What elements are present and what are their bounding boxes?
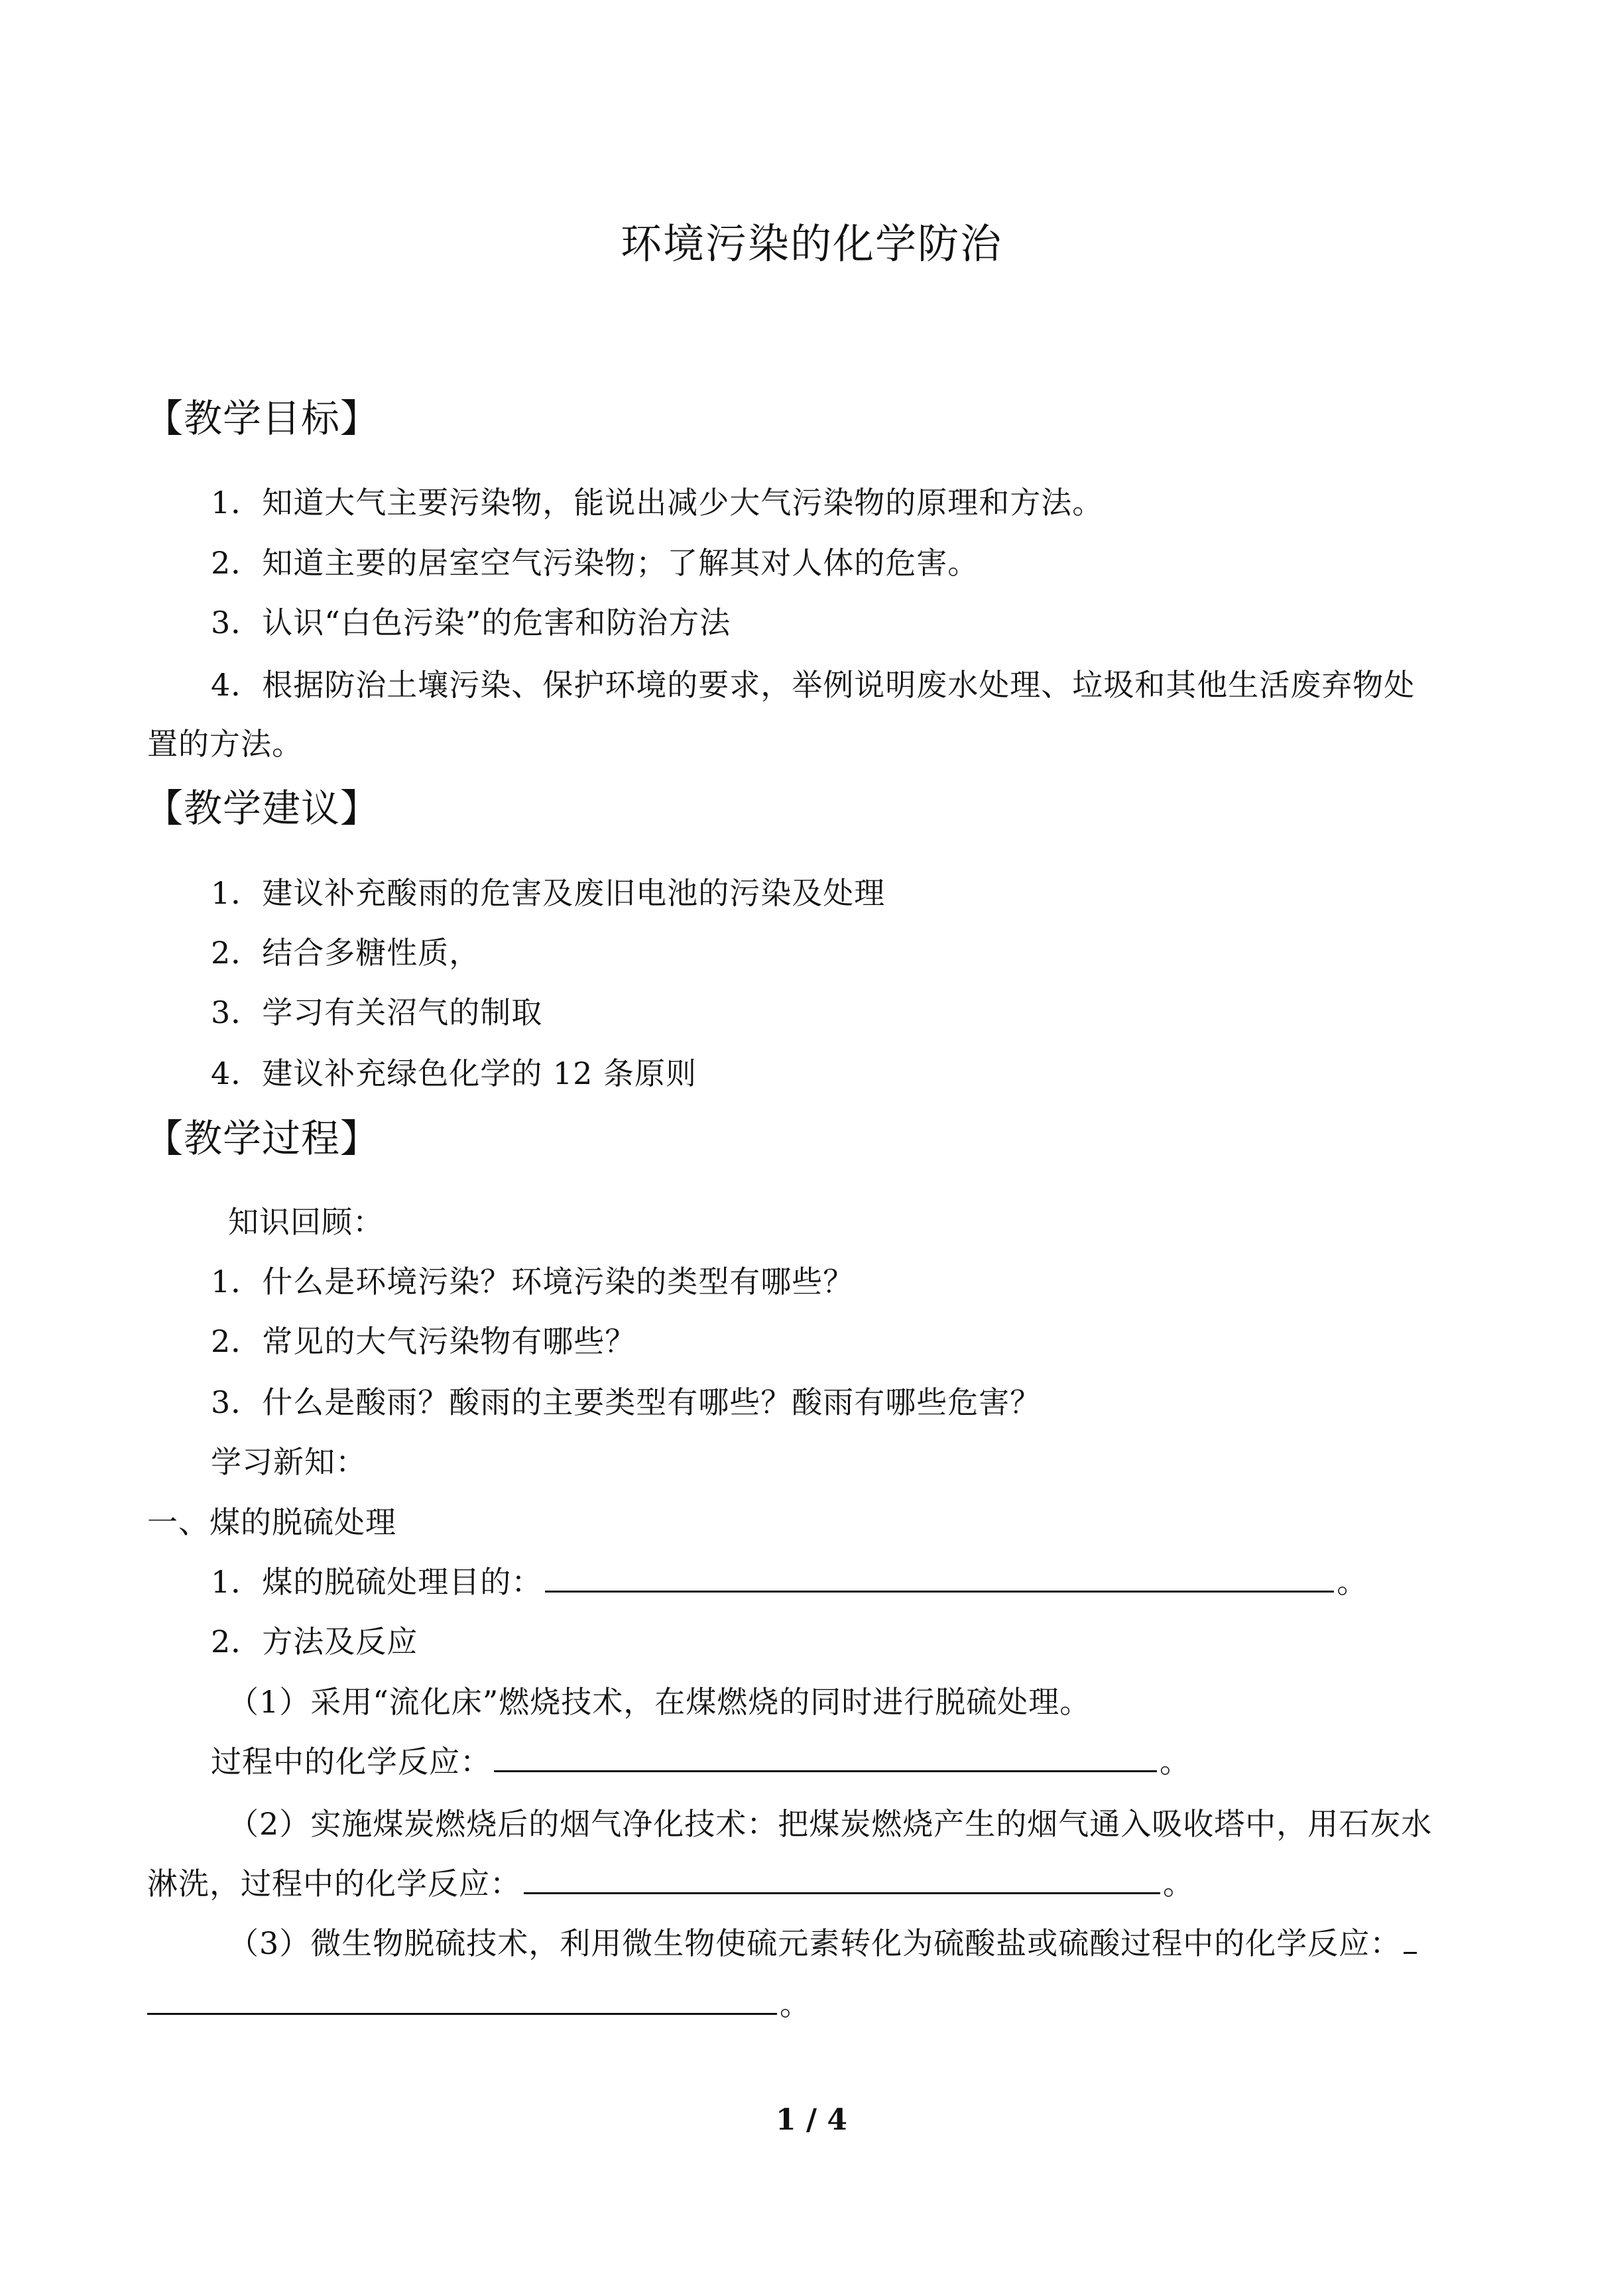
suggestion-item-3: 3．学习有关沼气的制取 — [211, 995, 543, 1030]
suggestion-item-2: 2．结合多糖性质， — [211, 935, 481, 971]
question-purpose-label: 1．煤的脱硫处理目的： — [211, 1564, 543, 1600]
method-2-line-2 — [147, 1860, 1194, 1903]
objective-item-4-continued: 置的方法。 — [147, 726, 303, 762]
page-indicator: 1 / 4 — [776, 2103, 847, 2137]
question-methods: 2．方法及反应 — [211, 1624, 418, 1660]
suggestion-item-4: 4．建议补充绿色化学的 12 条原则 — [211, 1056, 697, 1091]
method-2-reaction-label: 淋洗，过程中的化学反应： — [147, 1866, 521, 1902]
method-3-blank-start[interactable] — [1404, 1923, 1417, 1954]
method-2-reaction-end: 。 — [1163, 1866, 1194, 1902]
method-1-reaction-end: 。 — [1160, 1744, 1191, 1780]
question-purpose-end: 。 — [1337, 1564, 1368, 1600]
question-purpose — [211, 1558, 1368, 1602]
part-title-coal-desulfurization: 一、煤的脱硫处理 — [147, 1504, 396, 1540]
section-heading-process: 【教学过程】 — [145, 1116, 380, 1161]
review-label: 知识回顾： — [228, 1204, 384, 1240]
section-heading-suggestions: 【教学建议】 — [145, 786, 380, 831]
review-item-2: 2．常见的大气污染物有哪些？ — [211, 1323, 636, 1359]
method-3-line-2 — [147, 1980, 811, 2024]
suggestion-item-1: 1．建议补充酸雨的危害及废旧电池的污染及处理 — [211, 875, 886, 911]
method-3-text: （3）微生物脱硫技术，利用微生物使硫元素转化为硫酸盐或硫酸过程中的化学反应： — [228, 1925, 1402, 1961]
new-knowledge-label: 学习新知： — [211, 1444, 367, 1480]
section-heading-objectives: 【教学目标】 — [145, 396, 380, 441]
review-item-3: 3．什么是酸雨？酸雨的主要类型有哪些？酸雨有哪些危害？ — [211, 1384, 1042, 1420]
method-1-reaction-label: 过程中的化学反应： — [211, 1744, 491, 1780]
objective-item-1: 1．知道大气主要污染物，能说出减少大气污染物的原理和方法。 — [211, 485, 1104, 520]
method-2-line-1: （2）实施煤炭燃烧后的烟气净化技术：把煤炭燃烧产生的烟气通入吸收塔中，用石灰水 — [228, 1806, 1433, 1842]
purpose-answer-blank[interactable] — [545, 1561, 1334, 1593]
objective-item-4: 4．根据防治土壤污染、保护环境的要求，举例说明废水处理、垃圾和其他生活废弃物处 — [211, 667, 1415, 703]
method-1-reaction — [211, 1738, 1191, 1782]
document-title: 环境污染的化学防治 — [620, 219, 1002, 268]
method-3-reaction-end: 。 — [780, 1986, 811, 2022]
objective-item-3: 3．认识“白色污染”的危害和防治方法 — [211, 605, 731, 640]
method-1: （1）采用“流化床”燃烧技术，在煤燃烧的同时进行脱硫处理。 — [228, 1684, 1091, 1720]
method-2-reaction-blank[interactable] — [524, 1863, 1160, 1894]
objective-item-2: 2．知道主要的居室空气污染物；了解其对人体的危害。 — [211, 545, 979, 581]
method-1-reaction-blank[interactable] — [494, 1741, 1157, 1772]
method-3-line-1 — [228, 1919, 1419, 1963]
review-item-1: 1．什么是环境污染？环境污染的类型有哪些？ — [211, 1264, 855, 1299]
method-3-reaction-blank[interactable] — [147, 1984, 777, 2015]
